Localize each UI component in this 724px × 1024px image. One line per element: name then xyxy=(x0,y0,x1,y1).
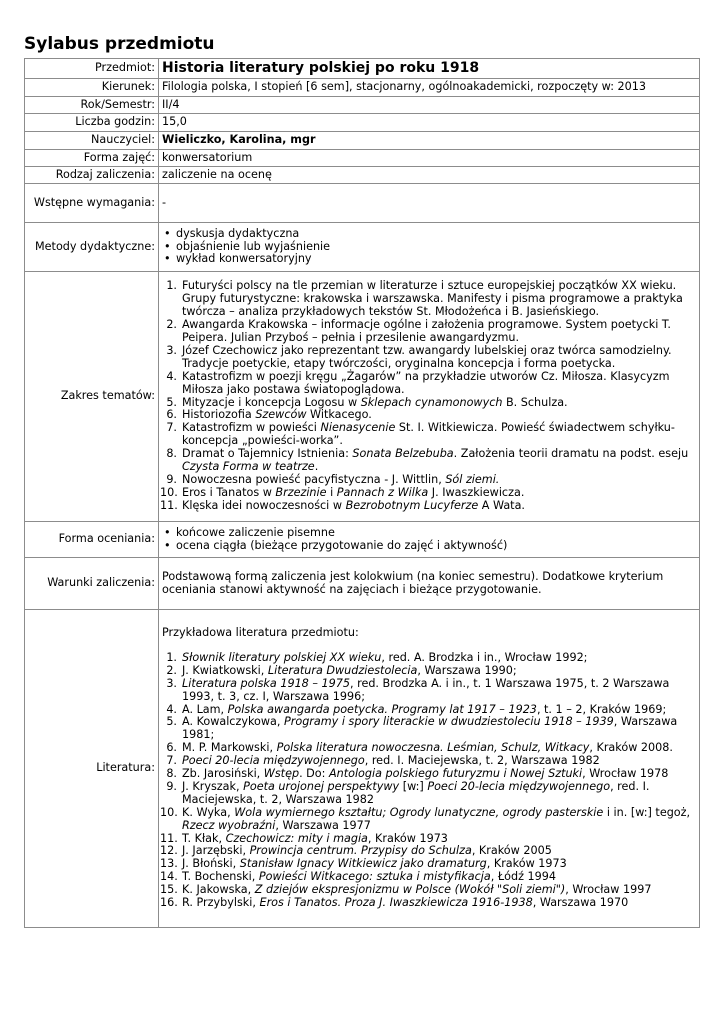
zakres-item-number: 11. xyxy=(160,498,178,512)
zakres-item-text: Katastrofizm w powieści xyxy=(182,421,321,435)
literatura-item-number: 11. xyxy=(160,831,178,845)
metody-item: • dyskusja dydaktyczna xyxy=(176,228,696,241)
literatura-item-text: , Warszawa 1981; xyxy=(182,715,678,742)
literatura-item-text: J. Jarzębski, xyxy=(182,844,250,858)
literatura-item-number: 14. xyxy=(160,870,178,884)
zakres-item-number: 1. xyxy=(166,279,177,293)
literatura-item-number: 2. xyxy=(166,663,177,677)
zakres-item-text: Czysta Forma w teatrze xyxy=(182,460,315,474)
literatura-item-number: 13. xyxy=(160,857,178,871)
zakres-item-number: 2. xyxy=(166,318,177,332)
literatura-list xyxy=(162,652,696,910)
literatura-item-text: Poeci 20-lecia międzywojennego xyxy=(427,779,611,793)
literatura-item-text: , t. 1 – 2, Kraków 1969; xyxy=(536,702,667,716)
literatura-item xyxy=(166,779,696,807)
literatura-item-text: Rzecz wyobraźni xyxy=(182,818,276,832)
literatura-item-number: 8. xyxy=(166,767,177,781)
literatura-item-number: 1. xyxy=(166,650,177,664)
zakres-item-text: Nowoczesna powieść pacyfistyczna - J. Wittlin, xyxy=(182,472,446,486)
zakres-item-text: Bezrobotnym Lucyferze xyxy=(345,498,479,512)
literatura-item-text: , Warszawa 1977 xyxy=(275,818,371,832)
label-nauczyciel: Nauczyciel: xyxy=(25,132,159,150)
literatura-item xyxy=(166,715,696,742)
ocenianie-item: • ocena ciągła (bieżące przygotowanie do zajęć i aktywność) xyxy=(176,540,696,553)
row-nauczyciel xyxy=(25,132,700,150)
zakres-item-text: . Założenia teorii dramatu na podst. eseju xyxy=(453,447,689,461)
literatura-item-text: T. Bochenski, xyxy=(182,870,259,884)
literatura-item-text: , Kraków 2008. xyxy=(589,741,673,755)
zakres-item-text: J. Iwaszkiewicza. xyxy=(428,485,525,499)
row-zakres xyxy=(25,272,700,522)
literatura-item-text: , Warszawa 1990; xyxy=(417,663,517,677)
literatura-item-text: M. P. Markowski, xyxy=(182,741,277,755)
page-title: Sylabus przedmiotu xyxy=(24,34,215,54)
value-wymagania: - xyxy=(159,184,700,223)
row-ocenianie xyxy=(25,522,700,558)
literatura-item-text: . Do: xyxy=(299,767,329,781)
zakres-item-text: Dramat o Tajemnicy Istnienia: xyxy=(182,447,353,461)
literatura-item-text: [w:] xyxy=(399,779,428,793)
row-warunki xyxy=(25,558,700,610)
value-warunki: Podstawową formą zaliczenia jest kolokwium (na koniec semestru). Dodatkowe kryterium oceniania stanowi aktywność na zajęciach i bieżące przygotowanie. xyxy=(159,558,700,610)
zakres-item xyxy=(166,421,696,448)
literatura-item-text: , Wrocław 1997 xyxy=(565,883,652,897)
literatura-item-text: , Kraków 1973 xyxy=(367,831,448,845)
label-godziny: Liczba godzin: xyxy=(25,114,159,132)
literatura-item-number: 5. xyxy=(166,715,177,729)
zakres-item-text: . xyxy=(314,460,319,474)
literatura-item-text: Czechowicz: mity i magia xyxy=(225,831,368,845)
literatura-item-text: Antologia polskiego futuryzmu i Nowej Sztuki xyxy=(328,767,583,781)
zakres-item-text: Futuryści polscy na tle przemian w literaturze i sztuce europejskiej początków XX wieku. Grupy futurystyczne: krakowska i warszawska. Manifesty i pisma programowe a praktyka twórcza – analiza przykładowych tekstów St. Młodożeńca i B. Jasieńskiego. xyxy=(182,279,683,319)
label-ocenianie: Forma oceniania: xyxy=(25,522,159,558)
label-rok: Rok/Semestr: xyxy=(25,97,159,114)
literatura-item-text: T. Kłak, xyxy=(182,831,226,845)
row-rodzaj-zaliczenia xyxy=(25,167,700,184)
zakres-item xyxy=(166,279,696,319)
literatura-item-text: A. Kowalczykowa, xyxy=(182,715,284,729)
literatura-item-number: 10. xyxy=(160,805,178,819)
label-zakres: Zakres tematów: xyxy=(25,272,159,522)
literatura-item-text: , red. Brodzka A. i in., t. 1 Warszawa 1975, t. 2 Warszawa 1993, t. 3, cz. I, Warszawa 1996; xyxy=(182,676,670,703)
zakres-item-text: Witkacego. xyxy=(306,408,372,422)
literatura-item-text: Poeta urojonej perspektywy xyxy=(243,779,400,793)
literatura-item-text: , red. A. Brodzka i in., Wrocław 1992; xyxy=(381,650,588,664)
metody-item: • wykład konwersatoryjny xyxy=(176,253,696,266)
literatura-item-text: , Kraków 2005 xyxy=(471,844,552,858)
literatura-item-text: , red. I. Maciejewska, t. 2, Warszawa 1982 xyxy=(364,754,600,768)
value-rok: II/4 xyxy=(159,97,700,114)
literatura-item-text: Wstęp xyxy=(263,767,300,781)
row-godziny xyxy=(25,114,700,132)
zakres-item-text: Awangarda Krakowska – informacje ogólne i założenia programowe. System poetycki T. Peipera. Julian Przyboś – pełnia i przesilenie awangardyzmu. xyxy=(182,318,671,344)
literatura-item-text: , Kraków 1973 xyxy=(486,857,567,871)
zakres-item-number: 8. xyxy=(166,447,177,461)
literatura-item-text: Poeci 20-lecia międzywojennego xyxy=(182,754,365,768)
zakres-item-text: Sonata Belzebuba xyxy=(352,447,454,461)
literatura-item-text: Eros i Tanatos. Proza J. Iwaszkiewicza 1916-1938 xyxy=(259,896,533,910)
literatura-item-text: Programy i spory literackie w dwudziestoleciu 1918 – 1939 xyxy=(284,715,614,729)
zakres-item-text: Brzezinie xyxy=(275,485,327,499)
zakres-item-number: 10. xyxy=(160,485,178,499)
literatura-item-text: i in. [w:] tegoż, xyxy=(603,805,691,819)
zakres-item-text: Sól ziemi. xyxy=(445,472,500,486)
row-wymagania xyxy=(25,184,700,223)
zakres-item-text: Nienasycenie xyxy=(320,421,396,435)
zakres-item-text: Sklepach cynamonowych xyxy=(360,395,503,409)
value-kierunek: Filologia polska, I stopień [6 sem], stacjonarny, ogólnoakademicki, rozpoczęty w: 2013 xyxy=(159,79,700,97)
literatura-item-number: 15. xyxy=(160,883,178,897)
syllabus-table xyxy=(24,58,700,928)
literatura-item-number: 16. xyxy=(160,896,178,910)
zakres-item-text: Pannach z Wilka xyxy=(336,485,429,499)
literatura-item-text: J. Kryszak, xyxy=(182,779,244,793)
literatura-item-number: 4. xyxy=(166,702,177,716)
value-nauczyciel: Wieliczko, Karolina, mgr xyxy=(159,132,700,150)
literatura-item-text: Wola wymiernego kształtu; Ogrody lunatyczne, ogrody pasterskie xyxy=(234,805,604,819)
literatura-item-text: , Wrocław 1978 xyxy=(582,767,669,781)
literatura-item xyxy=(160,896,696,910)
literatura-item-text: J. Błoński, xyxy=(182,857,240,871)
literatura-intro: Przykładowa literatura przedmiotu: xyxy=(162,625,359,639)
value-rodzaj-zaliczenia: zaliczenie na ocenę xyxy=(159,167,700,184)
metody-list xyxy=(162,228,696,267)
label-kierunek: Kierunek: xyxy=(25,79,159,97)
literatura-item-text: Zb. Jarosiński, xyxy=(182,767,264,781)
zakres-item-text: Eros i Tanatos w xyxy=(182,485,276,499)
zakres-item-text: Mityzacje i koncepcja Logosu w xyxy=(182,395,361,409)
zakres-item-number: 6. xyxy=(166,408,177,422)
zakres-item-text: Katastrofizm w poezji kręgu „Żagarów” na przykładzie utworów Cz. Miłosza. Klasycyzm Miłosza jako postawa światopoglądowa. xyxy=(182,369,670,396)
zakres-item-text: i xyxy=(326,485,337,499)
zakres-list xyxy=(162,280,696,512)
row-literatura xyxy=(25,610,700,928)
literatura-item-text: K. Jakowska, xyxy=(182,883,255,897)
row-metody xyxy=(25,223,700,272)
literatura-item-text: Polska literatura nowoczesna. Leśmian, Schulz, Witkacy xyxy=(276,741,590,755)
label-forma-zajec: Forma zajęć: xyxy=(25,150,159,167)
literatura-item-text: , red. I. Maciejewska, t. 2, Warszawa 1982 xyxy=(182,779,650,806)
row-rok xyxy=(25,97,700,114)
literatura-item-text: Prowincja centrum. Przypisy do Schulza xyxy=(249,844,472,858)
zakres-item-text: Szewców xyxy=(255,408,307,422)
literatura-item-number: 12. xyxy=(160,844,178,858)
label-literatura: Literatura: xyxy=(25,610,159,928)
label-warunki: Warunki zaliczenia: xyxy=(25,558,159,610)
zakres-item-text: Józef Czechowicz jako reprezentant tzw. awangardy lubelskiej oraz twórca samodzielny. Tradycje poetyckie, etapy twórczości, oryginalna koncepcja i forma poetycka. xyxy=(182,343,672,370)
literatura-item-text: R. Przybylski, xyxy=(182,896,260,910)
zakres-item-text: B. Schulza. xyxy=(502,395,568,409)
zakres-item-number: 7. xyxy=(166,421,177,435)
literatura-item-number: 3. xyxy=(166,676,177,690)
literatura-item-text: , Łódź 1994 xyxy=(490,870,556,884)
ocenianie-item: • końcowe zaliczenie pisemne xyxy=(176,527,696,540)
zakres-item-number: 3. xyxy=(166,343,177,357)
literatura-item-text: , Warszawa 1970 xyxy=(532,896,629,910)
zakres-item-number: 9. xyxy=(166,472,177,486)
label-wymagania: Wstępne wymagania: xyxy=(25,184,159,223)
zakres-item-number: 4. xyxy=(166,369,177,383)
zakres-item xyxy=(160,498,696,513)
zakres-item xyxy=(166,343,696,371)
literatura-item xyxy=(166,676,696,704)
literatura-item-text: Polska awangarda poetycka. Programy lat 1917 – 1923 xyxy=(227,702,537,716)
row-kierunek xyxy=(25,79,700,97)
literatura-item-text: Stanisław Ignacy Witkiewicz jako dramaturg xyxy=(239,857,487,871)
literatura-item xyxy=(160,805,696,833)
literatura-item-text: Z dziejów ekspresjonizmu w Polsce (Wokół "Soli ziemi") xyxy=(254,883,566,897)
zakres-item xyxy=(166,447,696,474)
row-przedmiot xyxy=(25,59,700,79)
value-godziny: 15,0 xyxy=(159,114,700,132)
label-rodzaj-zaliczenia: Rodzaj zaliczenia: xyxy=(25,167,159,184)
literatura-item-text: K. Wyka, xyxy=(182,805,235,819)
metody-item: • objaśnienie lub wyjaśnienie xyxy=(176,241,696,254)
label-przedmiot: Przedmiot: xyxy=(25,59,159,79)
zakres-item xyxy=(166,318,696,345)
course-title: Historia literatury polskiej po roku 1918 xyxy=(159,59,700,79)
zakres-item-text: Historiozofia xyxy=(182,408,256,422)
literatura-item-text: Literatura Dwudziestolecia xyxy=(267,663,418,677)
label-metody: Metody dydaktyczne: xyxy=(25,223,159,272)
literatura-item-number: 9. xyxy=(166,779,177,793)
literatura-item-text: J. Kwiatkowski, xyxy=(182,663,268,677)
zakres-item-text: A Wata. xyxy=(478,498,525,512)
zakres-item xyxy=(166,369,696,397)
zakres-item-text: Klęska idei nowoczesności w xyxy=(182,498,346,512)
value-forma-zajec: konwersatorium xyxy=(159,150,700,167)
literatura-item-text: A. Lam, xyxy=(182,702,228,716)
literatura-item-text: Powieści Witkacego: sztuka i mistyfikacja xyxy=(258,870,491,884)
zakres-item-number: 5. xyxy=(166,395,177,409)
literatura-item-text: Literatura polska 1918 – 1975 xyxy=(182,676,350,690)
literatura-item-text: Słownik literatury polskiej XX wieku xyxy=(182,650,382,664)
literatura-item-number: 6. xyxy=(166,741,177,755)
ocenianie-list xyxy=(162,527,696,553)
zakres-item-text: St. I. Witkiewicza. Powieść świadectwem schyłku- koncepcja „powieści-worka”. xyxy=(182,421,675,448)
row-forma-zajec xyxy=(25,150,700,167)
literatura-item-number: 7. xyxy=(166,754,177,768)
